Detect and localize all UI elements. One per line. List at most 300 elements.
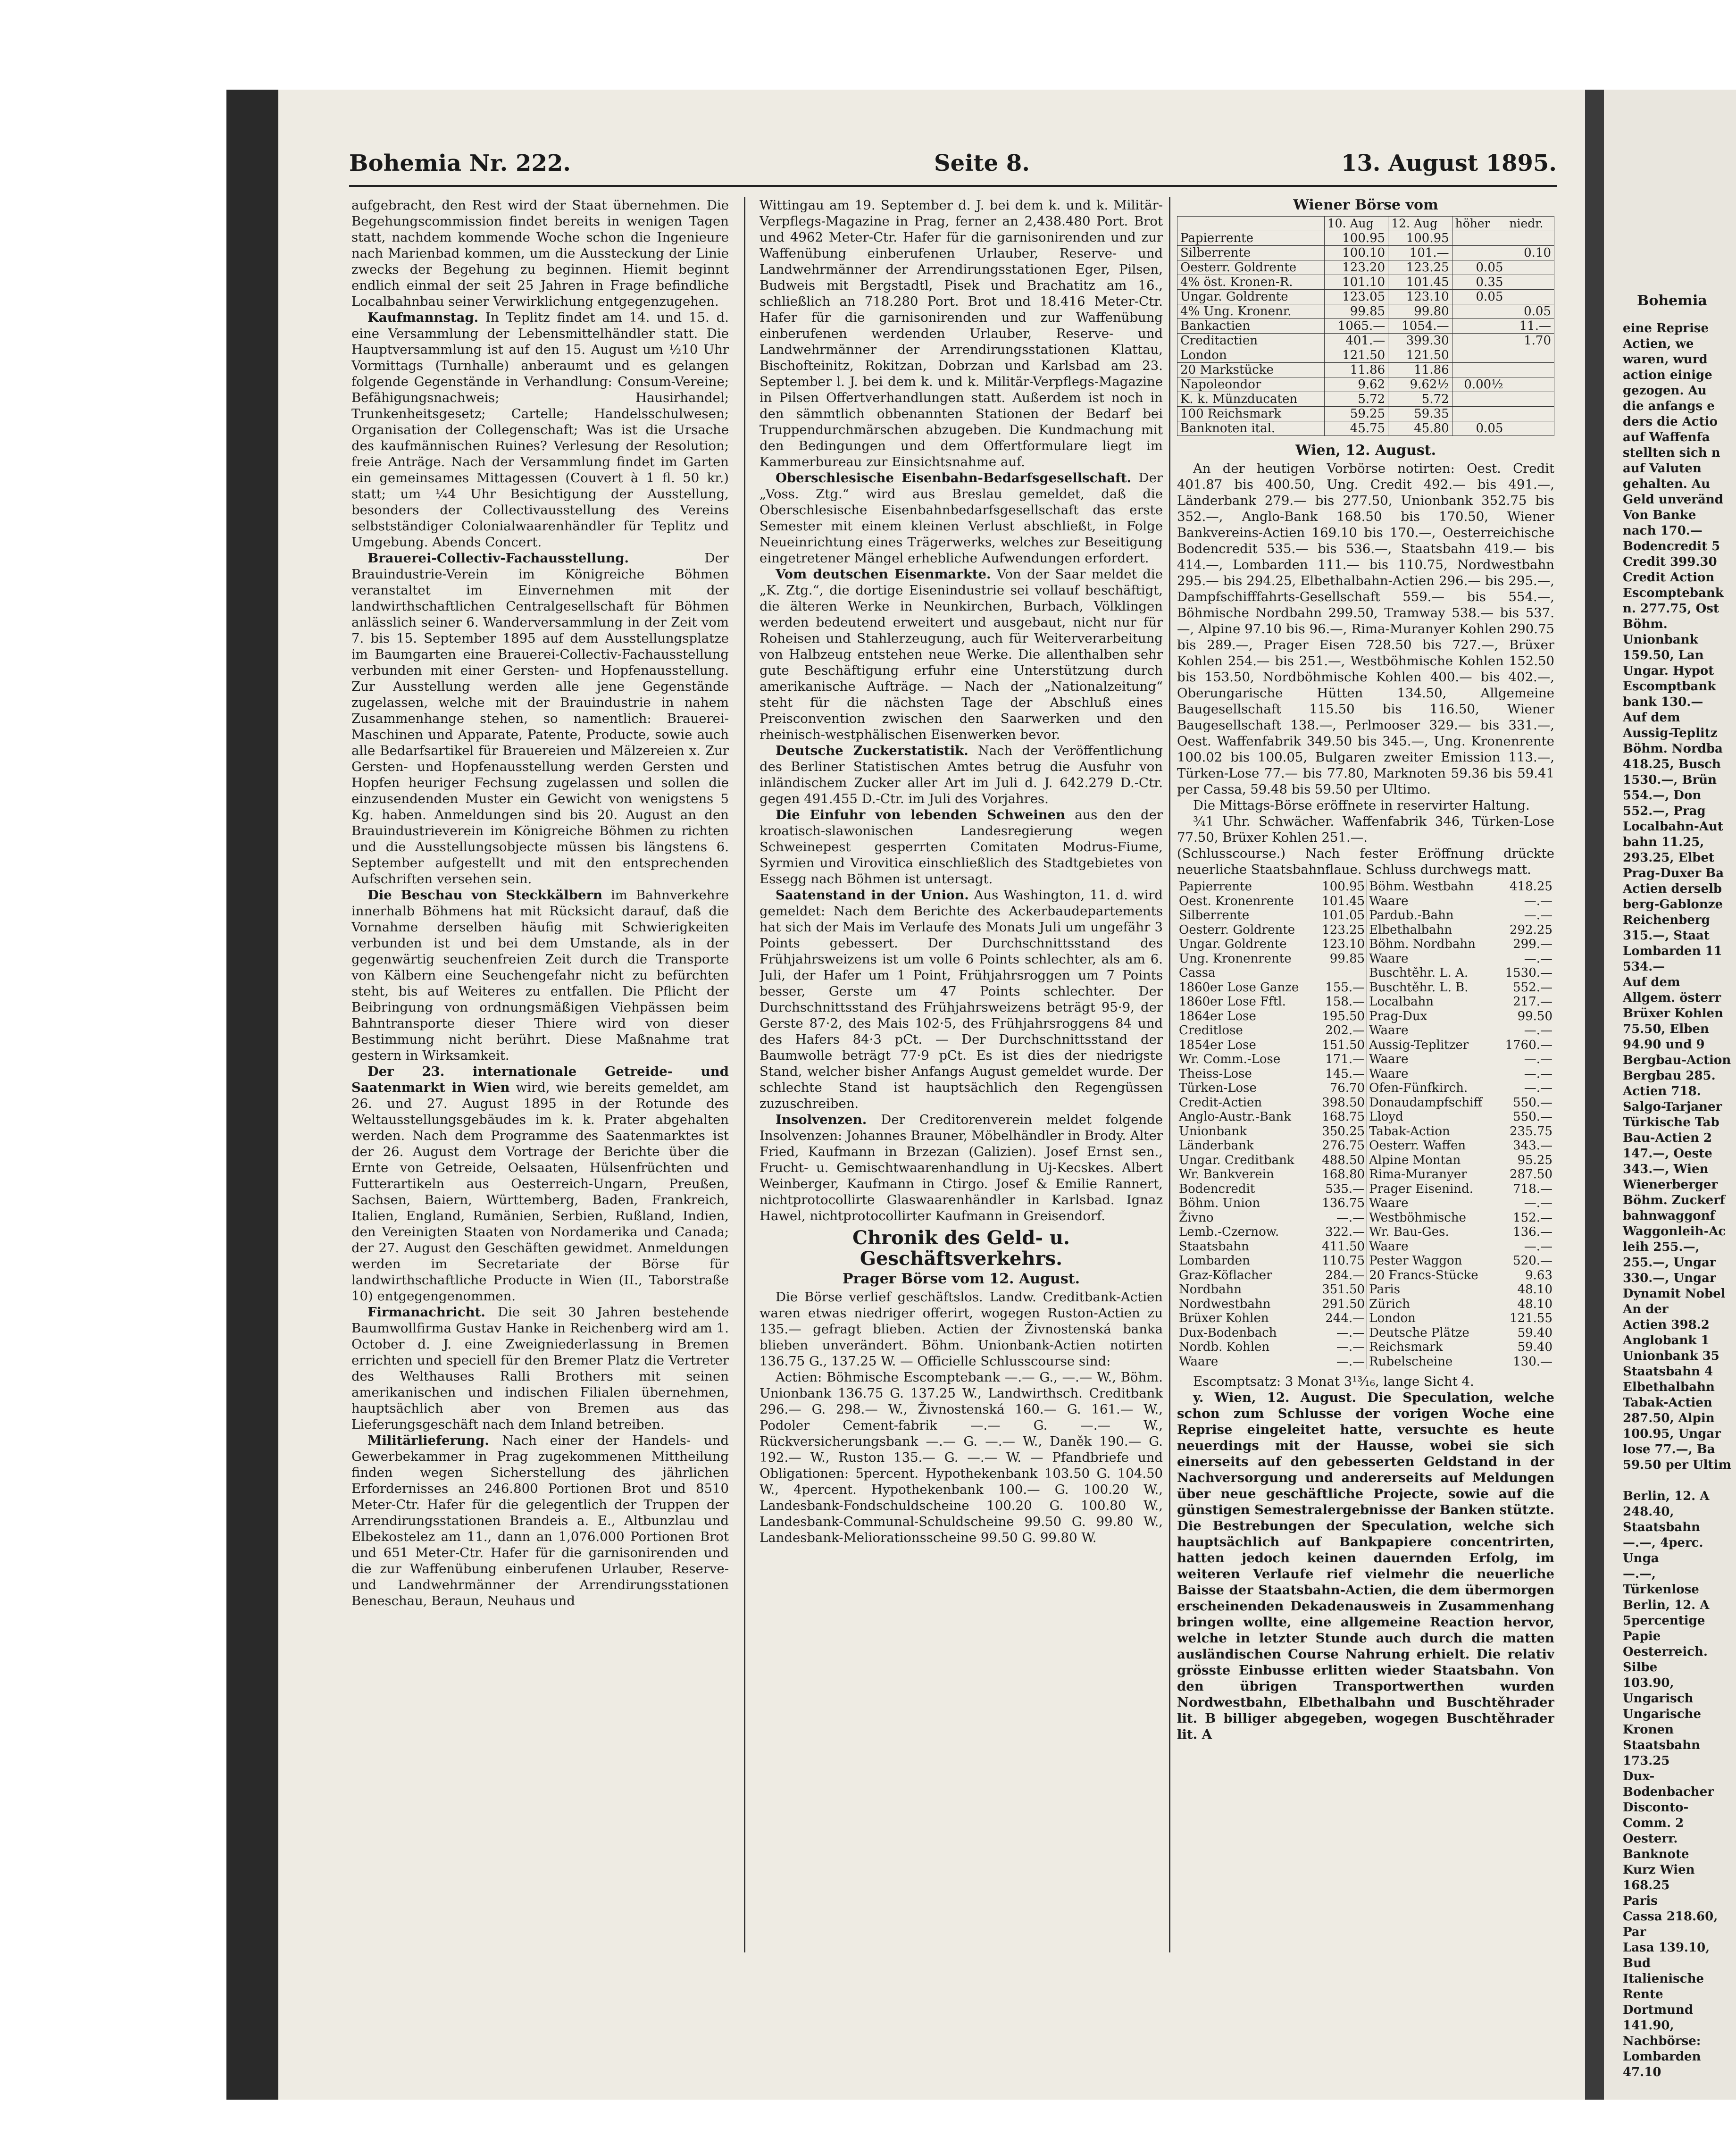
- section-title: Chronik des Geld- u. Geschäftsverkehrs.: [852, 1227, 1070, 1270]
- article-paragraph: ¾1 Uhr. Schwächer. Waffenfabrik 346, Türken-Lose 77.50, Brüxer Kohlen 251.—.: [1177, 814, 1554, 845]
- article-heading: Insolvenzen.: [776, 1112, 867, 1127]
- table-row: [1177, 1023, 1554, 1038]
- table-row: [1177, 231, 1554, 246]
- price-cell: 1054.—: [1388, 319, 1452, 334]
- table-row: [1177, 980, 1554, 995]
- security-name: Banknoten ital.: [1177, 421, 1325, 436]
- security-name: Anglo-Austr.-Bank: [1179, 1110, 1291, 1124]
- table-row: [1177, 1297, 1554, 1312]
- table-row: [1177, 1340, 1554, 1355]
- price-cell: 11.—: [1506, 319, 1554, 334]
- table-row: [1177, 1067, 1554, 1081]
- price-cell: [1452, 407, 1506, 421]
- price-cell: 488.50: [1322, 1153, 1365, 1167]
- article-text: Nach der Veröffentlichung des Berliner Statistischen Amtes betrug die Ausfuhr von inländischem Zucker aller Art im Juli d. J. 642.279 D.-Ctr. gegen 491.455 D.-Ctr. im Juli des Vorjahres.: [760, 743, 1163, 806]
- article-text: Von der Saar meldet die „K. Ztg.“, die dortige Eisenindustrie sei vollauf beschäftigt, die älteren Werke in Neunkirchen, Burbach, Völklingen werden bedeutend erweitert und ausgebaut, nicht nur für Roheisen und Stahlerzeugung, auch für Weiterverarbeitung von Halbzeug entstehen neue Werke. Die allenthalben sehr gute Beschäftigung erfuhr eine Unterstützung durch amerikanische Aufträge. — Nach der „Nationalzeitung“ steht für die nächsten Tage der Abschluß eines Preisconvention zwischen den Saarwerken und den rheinisch-westphälischen Eisenwerken bevor.: [760, 567, 1163, 742]
- price-cell: 202.—: [1325, 1023, 1365, 1038]
- table-row: [1177, 1282, 1554, 1297]
- price-cell: [1452, 392, 1506, 407]
- price-cell: 48.10: [1517, 1297, 1552, 1311]
- security-name: 20 Francs-Stücke: [1367, 1268, 1498, 1283]
- security-name: 4% öst. Kronen-R.: [1177, 275, 1325, 290]
- price-cell: —.—: [1524, 1081, 1552, 1095]
- price-cell: 100.95: [1388, 231, 1452, 246]
- security-name: Nordbahn: [1179, 1282, 1242, 1297]
- price-cell: 155.—: [1325, 980, 1365, 995]
- security-name: Cassa: [1179, 966, 1216, 980]
- table-row: [1177, 1110, 1554, 1124]
- article-text: Aus Washington, 11. d. wird gemeldet: Nach dem Berichte des Ackerbaudepartements hat sich der Mais im Verlaufe des Monats Juli um ungefähr 3 Points gebessert. Der Durchschnittsstand des Frühjahrsweizens ist um volle 6 Points schlechter, als am 6. Juli, der Hafer um 1 Point, Frühjahrsroggen um 7 Points besser, Gerste um 47 Points schlechter. Der Durchschnittsstand des Frühjahrsweizens beträgt 95·9, der Gerste 87·2, des Mais 102·5, des Frühjahrsroggens 84 und des Hafers 84·3 pCt. — Der Durchschnittsstand der Baumwolle beträgt 77·9 pCt. Es ist dies der niedrigste Stand, welcher bisher Anfangs August gemeldet wurde. Der schlechte Stand ist hauptsächlich den Regengüssen zuzuschreiben.: [760, 888, 1163, 1111]
- table-row: [1177, 1225, 1554, 1240]
- article-heading: Militärlieferung.: [367, 1433, 489, 1448]
- vienna-exchange-table: [1177, 216, 1554, 436]
- price-cell: —.—: [1524, 1023, 1552, 1038]
- article-heading: Kaufmannstag.: [367, 310, 479, 325]
- price-cell: 9.63: [1525, 1268, 1552, 1282]
- table-header-cell: höher: [1452, 217, 1506, 231]
- table-header-cell: [1177, 217, 1325, 231]
- column-1: [351, 197, 729, 1952]
- article-text: Der Creditorenverein meldet folgende Insolvenzen: Johannes Brauner, Möbelhändler in Brody. Alter Fried, Kaufmann in Brzezan (Galizien). Josef Ernst sen., Frucht- u. Gemischtwaarenhandlung in Uj-Kecskes. Albert Weinberger, Kaufmann in Ctirgo. Josef & Emilie Rannert, nichtprotocollirte Glaswaarenhändler in Karlsbad. Ignaz Hawel, nichtprotocollirter Kaufmann in Greisendorf.: [760, 1112, 1163, 1223]
- table-row: [1177, 363, 1554, 377]
- article-heading: Brauerei-Collectiv-Fachausstellung.: [367, 551, 629, 566]
- table-row: [1177, 304, 1554, 319]
- security-name: Böhm. Westbahn: [1367, 879, 1498, 894]
- price-cell: 123.05: [1324, 290, 1388, 304]
- price-cell: 552.—: [1513, 980, 1552, 995]
- table-row: [1177, 879, 1554, 894]
- price-cell: 299.—: [1513, 937, 1552, 951]
- price-cell: 9.62½: [1388, 377, 1452, 392]
- price-cell: —.—: [1524, 894, 1552, 908]
- price-cell: —.—: [1336, 1210, 1365, 1225]
- security-name: Böhm. Union: [1179, 1196, 1260, 1210]
- price-cell: 418.25: [1510, 879, 1552, 894]
- security-name: Länderbank: [1179, 1139, 1254, 1153]
- closing-prices-table: [1177, 879, 1554, 1369]
- price-cell: 5.72: [1388, 392, 1452, 407]
- price-cell: 284.—: [1325, 1268, 1365, 1282]
- column-3: [1177, 197, 1554, 1952]
- table-row: [1177, 1009, 1554, 1024]
- article-paragraph: [351, 1432, 729, 1609]
- price-cell: [1506, 231, 1554, 246]
- price-cell: 59.35: [1388, 407, 1452, 421]
- price-cell: 151.50: [1322, 1038, 1365, 1052]
- security-name: Rubelscheine: [1367, 1355, 1498, 1369]
- price-cell: 0.05: [1452, 421, 1506, 436]
- security-name: Böhm. Nordbahn: [1367, 937, 1498, 952]
- security-name: Waare: [1367, 1023, 1498, 1038]
- price-cell: 95.25: [1517, 1153, 1552, 1167]
- price-cell: 1065.—: [1324, 319, 1388, 334]
- prague-exchange-title: Prager Börse vom 12. August.: [842, 1271, 1080, 1287]
- neighbor-page-strip: [1604, 90, 1736, 2100]
- price-cell: [1452, 348, 1506, 363]
- price-cell: 276.75: [1322, 1139, 1365, 1153]
- table-row: [1177, 392, 1554, 407]
- security-name: Waare: [1367, 894, 1498, 909]
- price-cell: 350.25: [1322, 1124, 1365, 1139]
- security-name: Aussig-Teplitzer: [1367, 1038, 1498, 1053]
- article-paragraph: [760, 887, 1163, 1112]
- table-row: [1177, 894, 1554, 909]
- price-cell: [1315, 966, 1367, 980]
- price-cell: 411.50: [1322, 1239, 1365, 1254]
- security-name: Bodencredit: [1179, 1181, 1255, 1196]
- price-cell: 48.10: [1517, 1282, 1552, 1297]
- security-name: Napoleondor: [1177, 377, 1325, 392]
- price-cell: 9.62: [1324, 377, 1388, 392]
- article-heading: Die Einfuhr von lebenden Schweinen: [776, 807, 1066, 822]
- price-cell: [1506, 260, 1554, 275]
- article-text: Nach einer der Handels- und Gewerbekammer in Prag zugekommenen Mittheilung finden wegen Sicherstellung des jährlichen Erfordernisses an 246.800 Portionen Brot und 8510 Meter-Ctr. Hafer für die gelegentlich der Truppen der Arrendirungsstationen Brandeis a. E., Altbunzlau und Elbekostelez am 11., dann an 1,076.000 Portionen Brot und 651 Meter-Ctr. Hafer für die garnisonirenden und die zur Waffenübung einberufenen Urlauber, Reserve- und Landwehrmänner der Arrendirungsstationen Beneschau, Beraun, Neuhaus und: [351, 1433, 729, 1608]
- security-name: Waare: [1179, 1354, 1219, 1369]
- price-cell: 401.—: [1324, 334, 1388, 348]
- table-row: [1177, 348, 1554, 363]
- price-cell: [1506, 377, 1554, 392]
- security-name: Silberrente: [1179, 908, 1250, 922]
- article-paragraph: Wittingau am 19. September d. J. bei dem k. und k. Militär-Verpflegs-Magazine in Prag, ferner an 2,438.480 Port. Brot und 4962 Meter-Ctr. Hafer für die garnisonirenden und zur Waffenübung einberufenen Urlauber, Reserve- und Landwehrmänner der Arrendirungsstationen Eger, Pilsen, Budweis mit Bergstadtl, Pisek und Brachatitz am 16., schließlich an 718.280 Port. Brot und 18.416 Meter-Ctr. Hafer für die garnisonirenden und zur Waffenübung einberufenen werdenden Urlauber, Reserve- und Landwehrmänner der Arrendirungsstationen Klattau, Bischofteinitz, Rokitzan, Dobrzan und Karlsbad am 23. September l. J. bei dem k. und k. Militär-Verpflegs-Magazine in Pilsen Offertverhandlungen statt. Außerdem ist noch in den sämmtlich obbenannten Stationen der Bedarf bei Truppendurchmärschen abzugeben. Die Kundmachung mit den Bedingungen und dem Offertformulare liegt im Kammerbureau zur Einsichtsnahme auf.: [760, 198, 1163, 469]
- security-name: 4% Ung. Kronenr.: [1177, 304, 1325, 319]
- price-cell: 99.80: [1388, 304, 1452, 319]
- price-cell: 550.—: [1513, 1095, 1552, 1110]
- price-cell: 76.70: [1329, 1081, 1365, 1095]
- neighbor-page-text: eine Reprise Actien, we waren, wurd action einige gezogen. Au die anfangs e ders die Actio auf Waffenfa stellten sich n auf Valuten gehalten. Au Geld unveränd Von Banke nach 170.— Bodencredit 5 Credit 399.30 Credit Action Escomptebank n. 277.75, Ost Böhm. Unionbank 159.50, Lan Ungar. Hypot Escomptbank bank 130.— Auf dem Aussig-Teplitz Böhm. Nordba 418.25, Busch 1530.—, Brün 554.—, Don 552.—, Prag Localbahn-Aut bahn 11.25, 293.25, Elbet Prag-Duxer Ba Actien derselb berg-Gablonze Reichenberg 315.—, Staat Lombarden 11 534.— Auf dem Allgem. österr Brüxer Kohlen 75.50, Elben 94.90 und 9 Bergbau-Action Bergbau 285. Actien 718. Salgo-Tarjaner Türkische Tab Bau-Actien 2 147.—, Oeste 343.—, Wien Wienerberger Böhm. Zuckerf bahnwaggonf Waggonleih-Ac leih 255.—, 255.—, Ungar 330.—, Ungar Dynamit Nobel An der Actien 398.2 Anglobank 1 Unionbank 35 Staatsbahn 4 Elbethalbahn Tabak-Actien 287.50, Alpin 100.95, Ungar lose 77.—, Ba 59.50 per Ultim Berlin, 12. A 248.40, Staatsbahn —.—, 4perc. Unga —.—, Türkenlose Berlin, 12. A 5percentige Papie Oesterreich. Silbe 103.90, Ungarisch Ungarische Kronen Staatsbahn 173.25 Dux-Bodenbacher Disconto-Comm. 2 Oesterr. Banknote Kurz Wien 168.25 Paris Cassa 218.60, Par Lasa 139.10, Bud Italienische Rente Dortmund 141.90, Nachbörse: Lombarden 47.10: [1623, 321, 1731, 2079]
- price-cell: 171.—: [1325, 1052, 1365, 1066]
- price-cell: [1506, 363, 1554, 377]
- security-name: Waare: [1367, 1196, 1498, 1211]
- table-row: [1177, 260, 1554, 275]
- security-name: Oest. Kronenrente: [1179, 894, 1294, 908]
- price-cell: [1452, 304, 1506, 319]
- security-name: Bankactien: [1177, 319, 1325, 334]
- price-cell: 123.25: [1322, 922, 1365, 937]
- price-cell: 535.—: [1325, 1181, 1365, 1196]
- price-cell: 123.10: [1322, 937, 1365, 951]
- price-cell: —.—: [1524, 951, 1552, 966]
- price-cell: —.—: [1524, 1052, 1552, 1066]
- price-cell: —.—: [1336, 1340, 1365, 1354]
- price-cell: 101.05: [1322, 908, 1365, 922]
- security-name: Oesterr. Goldrente: [1179, 922, 1295, 937]
- price-cell: [1452, 246, 1506, 260]
- price-cell: —.—: [1336, 1354, 1365, 1369]
- table-row: [1177, 1124, 1554, 1139]
- price-cell: 195.50: [1322, 1009, 1365, 1023]
- article-paragraph: Die Mittags-Börse eröffnete in reservirter Haltung.: [1193, 798, 1530, 813]
- security-name: Ungar. Creditbank: [1179, 1153, 1294, 1167]
- price-cell: 123.25: [1388, 260, 1452, 275]
- price-cell: 217.—: [1513, 995, 1552, 1009]
- security-name: Oesterr. Waffen: [1367, 1139, 1498, 1153]
- security-name: London: [1177, 348, 1325, 363]
- security-name: Theiss-Lose: [1179, 1066, 1252, 1081]
- price-cell: 168.80: [1322, 1167, 1365, 1181]
- issue-date: 13. August 1895.: [1341, 150, 1557, 176]
- table-row: [1177, 290, 1554, 304]
- article-text: Die Speculation, welche schon zum Schlusse der vorigen Woche eine Reprise eingeleitet hatte, versuchte es heute neuerdings mit der Hausse, wobei sie sich einerseits auf den gebesserten Geldstand in der Nachversorgung und andererseits auf Meldungen über neue geschäftliche Projecte, sowie auf die günstigen Semestralergebnisse der Banken stützte. Die Bestrebungen der Speculation, welche sich hauptsächlich auf Bankpapiere concentrirten, hatten jedoch keinen dauernden Erfolg, im weiteren Verlaufe rief vielmehr die neuerliche Baisse der Staatsbahn-Actien, die dem übermorgen erscheinenden Dekadenausweis in Zusammenhang bringen wollte, eine allgemeine Reaction hervor, welche in letzter Stunde auch durch die matten ausländischen Course Nahrung erhielt. Die relativ grösste Einbusse erlitten wieder Staatsbahn. Von den übrigen Transportwerthen wurden Nordwestbahn, Elbethalbahn und Buschtěhrader lit. B billiger abgegeben, wogegen Buschtěhrader lit. A: [1177, 1390, 1554, 1742]
- table-row: [1177, 407, 1554, 421]
- price-cell: 0.05: [1506, 304, 1554, 319]
- price-cell: [1506, 392, 1554, 407]
- security-name: Živno: [1179, 1210, 1214, 1225]
- price-cell: 130.—: [1513, 1354, 1552, 1369]
- neighbor-page-title: Bohemia: [1637, 293, 1707, 309]
- article-heading: Firmanachricht.: [367, 1305, 485, 1320]
- table-row: [1177, 923, 1554, 938]
- article-paragraph: (Schlusscourse.) Nach fester Eröffnung drückte neuerliche Staatsbahnflaue. Schluss durchwegs matt.: [1177, 846, 1554, 877]
- security-name: Unionbank: [1179, 1124, 1247, 1139]
- price-cell: 1760.—: [1505, 1038, 1552, 1052]
- price-cell: [1452, 334, 1506, 348]
- security-name: Buschtěhr. L. B.: [1367, 980, 1498, 995]
- price-cell: [1452, 363, 1506, 377]
- article-paragraph: [760, 566, 1163, 743]
- price-cell: [1452, 231, 1506, 246]
- price-cell: 1.70: [1506, 334, 1554, 348]
- table-row: [1177, 937, 1554, 952]
- table-row: [1177, 1153, 1554, 1168]
- price-cell: 351.50: [1322, 1282, 1365, 1297]
- price-cell: —.—: [1524, 1239, 1552, 1254]
- table-row: [1177, 1096, 1554, 1110]
- security-name: Donaudampfschiff: [1367, 1096, 1498, 1110]
- security-name: Lloyd: [1367, 1110, 1498, 1124]
- scan-binding-edge: [226, 90, 278, 2100]
- table-row: [1177, 334, 1554, 348]
- article-heading: y. Wien, 12. August.: [1193, 1390, 1357, 1405]
- price-cell: 11.86: [1324, 363, 1388, 377]
- security-name: 1854er Lose: [1179, 1038, 1256, 1052]
- price-cell: 287.50: [1510, 1167, 1552, 1181]
- security-name: K. k. Münzducaten: [1177, 392, 1325, 407]
- table-header-cell: 10. Aug: [1324, 217, 1388, 231]
- security-name: Localbahn: [1367, 995, 1498, 1009]
- table-row: [1177, 246, 1554, 260]
- price-cell: 121.50: [1388, 348, 1452, 363]
- article-paragraph: Die Börse verlief geschäftslos. Landw. Creditbank-Actien waren etwas niedriger offerirt, wogegen Ruston-Actien zu 135.— gefragt blieben. Actien der Živnostenská banka blieben unverändert. Böhm. Unionbank-Actien notirten 136.75 G., 137.25 W. — Officielle Schlusscourse sind:: [760, 1290, 1163, 1369]
- price-cell: 100.95: [1324, 231, 1388, 246]
- security-name: Tabak-Action: [1367, 1124, 1498, 1139]
- article-text: In Teplitz findet am 14. und 15. d. eine Versammlung der Lebensmittelhändler statt. Die Hauptversammlung ist auf den 15. August um ½10 Uhr Vormittags (Turnhalle) anberaumt und es gelangen folgende Gegenstände in Verhandlung: Consum-Vereine; Befähigungsnachweis; Hausirhandel; Trunkenheitsgesetz; Cartelle; Handelsschulwesen; Organisation der Collegenschaft; Was ist die Ursache des kaufmännischen Ruines? Verlesung der Resolution; freie Anträge. Nach der Versammlung findet im Garten ein gemeinsames Mittagessen (Couvert à 1 fl. 50 kr.) statt; um ¼4 Uhr Besichtigung der Ausstellung, besonders der Collectivausstellung des Vereins selbstständiger Colonialwaarenhändler für Teplitz und Umgebung. Abends Concert.: [351, 310, 729, 550]
- security-name: Pardub.-Bahn: [1367, 908, 1498, 923]
- table-header-cell: 12. Aug: [1388, 217, 1452, 231]
- security-name: Reichsmark: [1367, 1340, 1498, 1355]
- table-row: [1177, 952, 1554, 966]
- price-cell: 123.10: [1388, 290, 1452, 304]
- price-cell: 136.75: [1322, 1196, 1365, 1210]
- price-cell: [1506, 348, 1554, 363]
- security-name: Waare: [1367, 1052, 1498, 1067]
- table-row: [1177, 1326, 1554, 1340]
- price-cell: 0.05: [1452, 260, 1506, 275]
- price-cell: —.—: [1524, 908, 1552, 922]
- price-cell: 0.35: [1452, 275, 1506, 290]
- article-paragraph: Actien: Böhmische Escomptebank —.— G., —.— W., Böhm. Unionbank 136.75 G. 137.25 W., Landwirthsch. Creditbank 296.— G. 298.— W., Živnostenská 160.— G. 161.— W., Podoler Cement-fabrik —.— G. —.— W., Rückversicherungsbank —.— G. —.— W., Daněk 190.— G. 192.— W., Ruston 135.— G. —.— W. — Pfandbriefe und Obligationen: 5percent. Hypothekenbank 103.50 G. 104.50 W., 4percent. Hypothekenbank 100.— G. 100.20 W., Landesbank-Fondschuldscheine 100.20 G. 100.80 W., Landesbank-Communal-Schuldscheine 99.50 G. 99.80 W., Landesbank-Meliorationsscheine 99.50 G. 99.80 W.: [760, 1370, 1163, 1545]
- article-text: im Bahnverkehre innerhalb Böhmens hat mit Rücksicht darauf, daß die Vornahme derselben häufig mit Schwierigkeiten verbunden ist und bei dem Umstande, als in der gegenwärtig seuchenfreien Zeit durch die Transporte von Kälbern eine Seuchengefahr nicht zu befürchten steht, bis auf Weiteres zu entfallen. Die Pflicht der Beibringung von ordnungsmäßigen Viehpässen beim Bahntransporte dieser Thiere wird von dieser Bestimmung nicht berührt. Diese Maßnahme trat gestern in Wirksamkeit.: [351, 888, 729, 1063]
- table-row: [1177, 995, 1554, 1009]
- security-name: Deutsche Plätze: [1367, 1326, 1498, 1340]
- article-paragraph: [760, 1112, 1163, 1224]
- price-cell: 101.—: [1388, 246, 1452, 260]
- price-cell: 110.75: [1322, 1254, 1365, 1268]
- article-heading: Vom deutschen Eisenmarkte.: [776, 567, 991, 582]
- price-cell: [1506, 407, 1554, 421]
- price-cell: 343.—: [1513, 1139, 1552, 1153]
- table-row: [1177, 1311, 1554, 1326]
- price-cell: 718.—: [1513, 1181, 1552, 1196]
- article-paragraph: [351, 310, 729, 550]
- price-cell: 101.45: [1388, 275, 1452, 290]
- price-cell: 99.85: [1324, 304, 1388, 319]
- security-name: Lombarden: [1179, 1254, 1250, 1268]
- price-cell: 235.75: [1510, 1124, 1552, 1139]
- table-row: [1177, 1268, 1554, 1283]
- security-name: Waare: [1367, 1240, 1498, 1254]
- price-cell: 158.—: [1325, 995, 1365, 1009]
- price-cell: 101.45: [1322, 894, 1365, 908]
- table-row: [1177, 966, 1554, 980]
- security-name: Buschtěhr. L. A.: [1367, 966, 1498, 980]
- table-row: [1177, 1196, 1554, 1211]
- security-name: Ung. Kronenrente: [1179, 951, 1292, 966]
- price-cell: [1506, 275, 1554, 290]
- table-header-cell: niedr.: [1506, 217, 1554, 231]
- price-cell: 99.85: [1329, 951, 1365, 966]
- scan-gutter: [1585, 90, 1604, 2100]
- article-paragraph: [760, 743, 1163, 807]
- security-name: Pester Waggon: [1367, 1254, 1498, 1268]
- price-cell: 168.75: [1322, 1110, 1365, 1124]
- article-paragraph: [351, 550, 729, 887]
- security-name: Westböhmische: [1367, 1211, 1498, 1225]
- article-paragraph: [1177, 1390, 1554, 1742]
- vienna-exchange-title: Wiener Börse vom: [1293, 197, 1438, 213]
- price-cell: —.—: [1336, 1325, 1365, 1340]
- article-text: Der „Voss. Ztg.“ wird aus Breslau gemeldet, daß die Oberschlesische Eisenbahnbedarfsgesellschaft das erste Semester mit einem kleinen Verlust abschließt, in Folge Neueinrichtung eines Trägerwerks, welches zur Beseitigung eingetretener Mängel erhebliche Aufwendungen erfordert.: [760, 470, 1163, 566]
- table-row: [1177, 1081, 1554, 1096]
- price-cell: —.—: [1524, 1196, 1552, 1210]
- security-name: Ungar. Goldrente: [1177, 290, 1325, 304]
- security-name: London: [1367, 1311, 1498, 1326]
- article-paragraph: [351, 887, 729, 1064]
- table-row: [1177, 319, 1554, 334]
- security-name: Paris: [1367, 1282, 1498, 1297]
- security-name: Lemb.-Czernow.: [1179, 1225, 1279, 1239]
- article-text: wird, wie bereits gemeldet, am 26. und 27. August 1895 in der Rotunde des Weltausstellungsgebäudes im k. k. Prater abgehalten werden. Nach dem Programme des Saatenmarktes ist der 26. August dem Vortrage der Berichte über die Ernte von Getreide, Oelsaaten, Hülsenfrüchten und Futterartikeln aus Oesterreich-Ungarn, Preußen, Sachsen, Baiern, Württemberg, Baden, Frankreich, Italien, England, Rumänien, Serbien, Rußland, Indien, den Vereinigten Staaten von Nordamerika und Canada; der 27. August den Geschäften gewidmet. Anmeldungen werden im Secretariate der Börse für landwirthschaftliche Producte in Wien (II., Taborstraße 10) entgegengenommen.: [351, 1080, 729, 1304]
- security-name: Alpine Montan: [1367, 1153, 1498, 1168]
- table-row: [1177, 1167, 1554, 1182]
- price-cell: [1506, 421, 1554, 436]
- security-name: Silberrente: [1177, 246, 1325, 260]
- article-paragraph: [351, 1304, 729, 1432]
- article-text: aus den der kroatisch-slawonischen Landesregierung wegen Schweinepest gesperrten Comitaten Modrus-Fiume, Syrmien und Virovitica einschließlich des Stadtgebietes von Essegg nach Böhmen ist untersagt.: [760, 807, 1163, 887]
- security-name: Credit-Actien: [1179, 1095, 1262, 1110]
- header-rule: [349, 185, 1557, 187]
- price-cell: —.—: [1524, 1066, 1552, 1081]
- security-name: Nordwestbahn: [1179, 1297, 1271, 1311]
- price-cell: 99.50: [1517, 1009, 1552, 1023]
- price-cell: 399.30: [1388, 334, 1452, 348]
- price-cell: 520.—: [1513, 1254, 1552, 1268]
- column-2: [760, 197, 1163, 1952]
- price-cell: 11.86: [1388, 363, 1452, 377]
- security-name: Zürich: [1367, 1297, 1498, 1312]
- security-name: Creditactien: [1177, 334, 1325, 348]
- article-heading: Deutsche Zuckerstatistik.: [776, 743, 968, 758]
- price-cell: 59.40: [1517, 1340, 1552, 1354]
- price-cell: [1452, 319, 1506, 334]
- price-cell: 292.25: [1510, 922, 1552, 937]
- security-name: Prag-Dux: [1367, 1009, 1498, 1024]
- security-name: Creditlose: [1179, 1023, 1243, 1038]
- page-number: Seite 8.: [934, 150, 1030, 176]
- security-name: Ofen-Fünfkirch.: [1367, 1081, 1498, 1096]
- security-name: Prager Eisenind.: [1367, 1182, 1498, 1197]
- price-cell: 0.05: [1452, 290, 1506, 304]
- page-header: [349, 150, 1557, 178]
- security-name: Wr. Comm.-Lose: [1179, 1052, 1281, 1066]
- security-name: Wr. Bau-Ges.: [1367, 1225, 1498, 1240]
- price-cell: 398.50: [1322, 1095, 1365, 1110]
- security-name: 1864er Lose: [1179, 1009, 1256, 1023]
- security-name: Staatsbahn: [1179, 1239, 1249, 1254]
- security-name: Waare: [1367, 1067, 1498, 1081]
- price-cell: 550.—: [1513, 1110, 1552, 1124]
- article-heading: Die Beschau von Steckkälbern: [367, 888, 602, 903]
- table-row: [1177, 275, 1554, 290]
- security-name: Papierrente: [1179, 879, 1252, 894]
- table-row: [1177, 1038, 1554, 1053]
- price-cell: 45.75: [1324, 421, 1388, 436]
- price-cell: 101.10: [1324, 275, 1388, 290]
- column-divider: [744, 197, 745, 1952]
- masthead: Bohemia Nr. 222.: [349, 150, 571, 176]
- article-heading: Der 23. internationale Getreide- und Saatenmarkt in Wien: [351, 1064, 729, 1095]
- price-cell: 59.25: [1324, 407, 1388, 421]
- price-cell: 121.55: [1510, 1311, 1552, 1325]
- column-divider: [1169, 197, 1170, 1952]
- security-name: 20 Markstücke: [1177, 363, 1325, 377]
- security-name: Graz-Köflacher: [1179, 1268, 1272, 1282]
- vienna-dateline: Wien, 12. August.: [1295, 442, 1436, 459]
- security-name: Elbethalbahn: [1367, 923, 1498, 938]
- article-paragraph: An der heutigen Vorbörse notirten: Oest. Credit 401.87 bis 400.50, Ung. Credit 492.— bis 491.—, Länderbank 279.— bis 277.50, Unionbank 352.75 bis 352.—, Anglo-Bank 168.50 bis 170.50, Wiener Bankvereins-Actien 169.10 bis 170.—, Oesterreichische Bodencredit 535.— bis 536.—, Staatsbahn 419.— bis 414.—, Lombarden 111.— bis 110.75, Nordwestbahn 295.— bis 294.25, Elbethalbahn-Actien 296.— bis 295.—, Dampfschifffahrts-Gesellschaft 559.— bis 554.—, Böhmische Nordbahn 299.50, Tramway 538.— bis 537.—, Alpine 97.10 bis 96.—, Rima-Muranyer Kohlen 290.75 bis 289.—, Prager Eisen 728.50 bis 727.—, Brüxer Kohlen 254.— bis 251.—, Westböhmische Kohlen 152.50 bis 153.50, Nordböhmische Kohlen 400.— bis 402.—, Oberungarische Hütten 134.50, Allgemeine Baugesellschaft 115.50 bis 116.50, Wiener Baugesellschaft 138.—, Perlmooser 329.— bis 331.—, Oest. Waffenfabrik 349.50 bis 345.—, Ung. Kronenrente 100.02 bis 100.05, Bulgaren zweiter Emission 113.—, Türken-Lose 77.— bis 77.80, Marknoten 59.36 bis 59.41 per Cassa, 59.48 bis 59.50 per Ultimo.: [1177, 461, 1554, 797]
- table-row: [1177, 1355, 1554, 1369]
- article-paragraph: [760, 470, 1163, 566]
- security-name: Nordb. Kohlen: [1179, 1340, 1270, 1354]
- price-cell: [1506, 290, 1554, 304]
- table-row: [1177, 1254, 1554, 1268]
- article-paragraph: Escomptsatz: 3 Monat 3¹³⁄₁₆, lange Sicht 4.: [1193, 1374, 1474, 1389]
- security-name: Wr. Bankverein: [1179, 1167, 1274, 1181]
- security-name: 1860er Lose Fftl.: [1179, 995, 1286, 1009]
- article-text: Der Brauindustrie-Verein im Königreiche Böhmen veranstaltet im Einvernehmen mit der landwirthschaftlichen Centralgesellschaft für Böhmen anlässlich seiner 6. Wanderversammlung in der Zeit vom 7. bis 15. September 1895 auf dem Ausstellungsplatze im Baumgarten eine Brauerei-Collectiv-Fachausstellung verbunden mit einer Gersten- und Hopfenausstellung. Zur Ausstellung werden alle jene Gegenstände zugelassen, welche mit der Brauindustrie in nahem Zusammenhange stehen, so namentlich: Brauerei-Maschinen und Apparate, Patente, Producte, sowie auch alle Bedarfsartikel für Brauereien und Mälzereien x. Zur Gersten- und Hopfenausstellung werden Gersten und Hopfen heuriger Fechsung zugelassen und sollen die einzusendenden Muster ein Gewicht von wenigstens 5 Kg. haben. Anmeldungen sind bis 20. August an den Brauindustrieverein im Königreiche Böhmen zu richten und die Ausstellungsobjecte müssen bis längstens 6. September aufgestellt und mit den entsprechenden Aufschriften versehen sein.: [351, 551, 729, 887]
- table-row: [1177, 1211, 1554, 1225]
- price-cell: 121.50: [1324, 348, 1388, 363]
- price-cell: 45.80: [1388, 421, 1452, 436]
- price-cell: 136.—: [1513, 1225, 1552, 1239]
- article-paragraph: [760, 807, 1163, 887]
- table-row: [1177, 1240, 1554, 1254]
- table-row: [1177, 421, 1554, 436]
- price-cell: 0.00½: [1452, 377, 1506, 392]
- security-name: 100 Reichsmark: [1177, 407, 1325, 421]
- price-cell: 100.95: [1322, 879, 1365, 894]
- security-name: Papierrente: [1177, 231, 1325, 246]
- price-cell: 244.—: [1325, 1311, 1365, 1325]
